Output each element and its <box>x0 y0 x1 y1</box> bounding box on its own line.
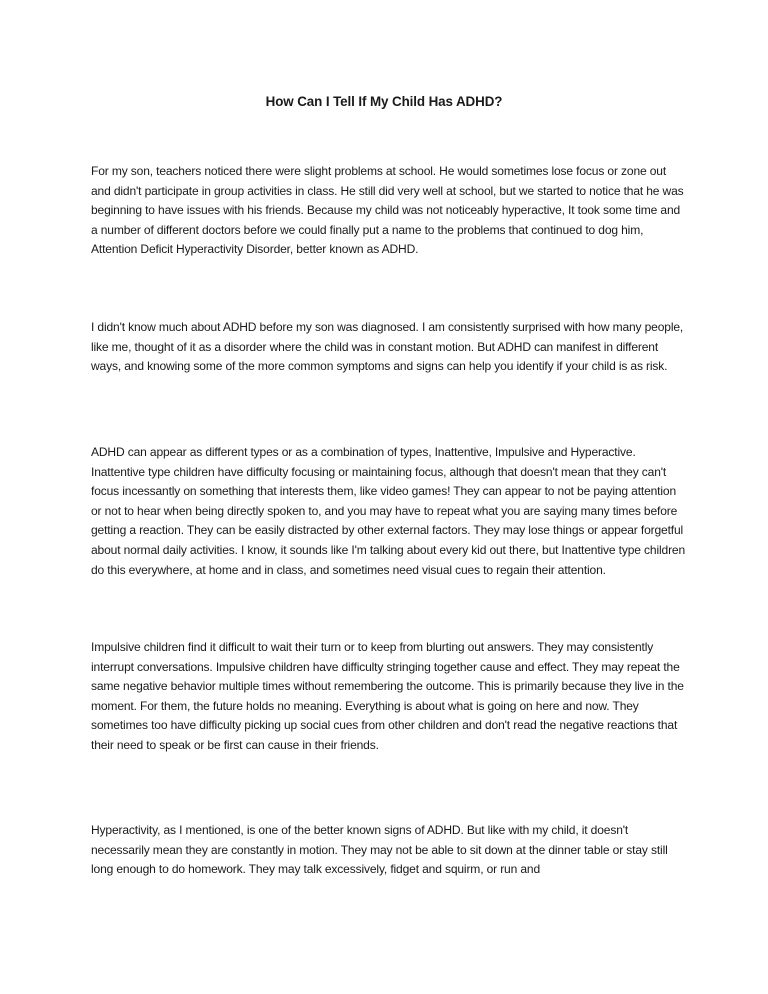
paragraph-son-school-problems: For my son, teachers noticed there were slight problems at school. He would sometimes lose focus or zone out and didn't participate in group activities in class. He still did very well at school, but we started to notice that he was beginning to have issues with his friends. Because my child was not noticeably hyperactive, It took some time and a number of different doctors before we could finally put a name to the problems that continued to dog him, Attention Deficit Hyperactivity Disorder, better known as ADHD. <box>91 164 684 257</box>
page-title: How Can I Tell If My Child Has ADHD? <box>265 94 503 109</box>
paragraph-hyperactivity: Hyperactivity, as I mentioned, is one of the better known signs of ADHD. But like with my child, it doesn't necessarily mean they are constantly in motion. They may not be able to sit down at the dinner table or stay still long enough to do homework. They may talk excessively, fidget and squirm, or run and <box>91 823 668 877</box>
paragraph-impulsive-type: Impulsive children find it difficult to wait their turn or to keep from blurting out answers. They may consistently interrupt conversations. Impulsive children have difficulty stringing together cause and effect. They may repeat the same negative behavior multiple times without remembering the outcome. This is primarily because they live in the moment. For them, the future holds no meaning. Everything is about what is going on here and now. They sometimes too have difficulty picking up social cues from other children and don't read the negative reactions that their need to speak or be first can cause in their friends. <box>91 640 684 752</box>
paragraph-adhd-misconceptions: I didn't know much about ADHD before my son was diagnosed. I am consistently surprised with how many people, like me, thought of it as a disorder where the child was in constant motion. But ADHD can manifest in different ways, and knowing some of the more common symptoms and signs can help you identify if your child is as risk. <box>91 320 684 374</box>
paragraph-inattentive-type: ADHD can appear as different types or as a combination of types, Inattentive, Impulsive and Hyperactive. Inattentive type children have difficulty focusing or maintaining focus, although that doesn't mean that they can't focus incessantly on something that interests them, like video games! They can appear to not be paying attention or not to hear when being directly spoken to, and you may have to repeat what you are saying many times before getting a reaction. They can be easily distracted by other external factors. They may lose things or appear forgetful about normal daily activities. I know, it sounds like I'm talking about every kid out there, but Inattentive type children do this everywhere, at home and in class, and sometimes need visual cues to regain their attention. <box>91 445 686 577</box>
